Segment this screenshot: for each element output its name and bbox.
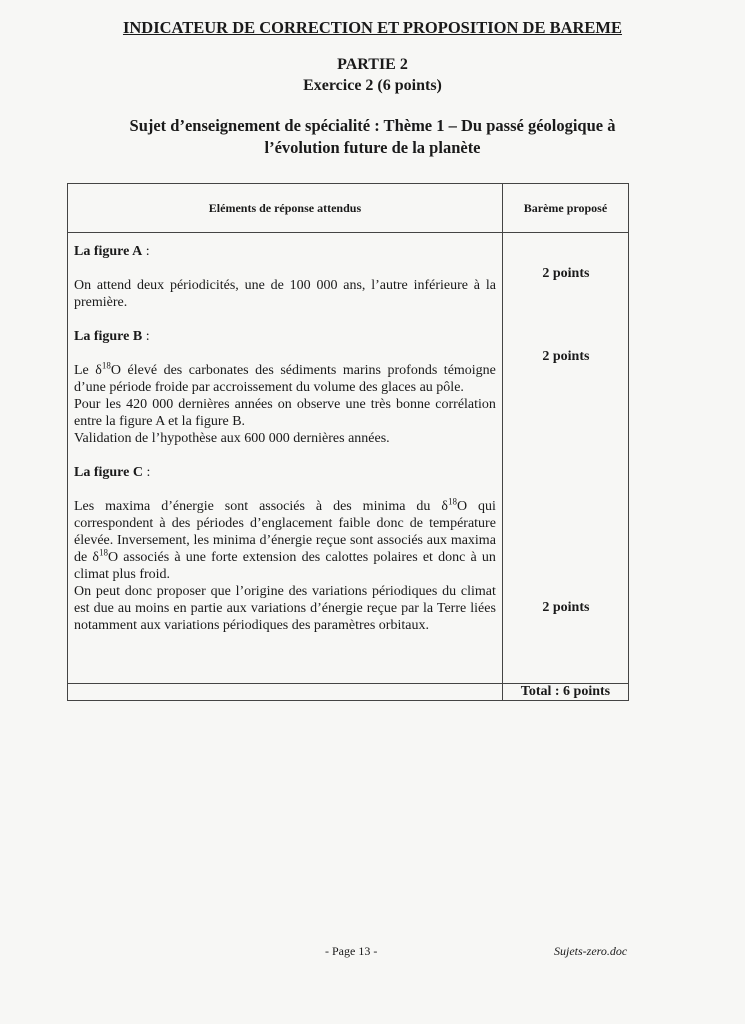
figure-a-text: On attend deux périodicités, une de 100 000 ans, l’autre inférieure à la première. <box>74 278 496 310</box>
document-title-text: INDICATEUR DE CORRECTION ET PROPOSITION DE BAREME <box>122 18 623 37</box>
text: Les maxima d’énergie sont associés à des minima du δ <box>74 499 448 514</box>
grading-table <box>67 183 629 701</box>
figure-b-title: La figure B <box>74 329 143 344</box>
subject-line-2: l’évolution future de la planète <box>264 138 481 157</box>
bareme-cell <box>502 233 628 684</box>
figure-c-points: 2 points <box>542 600 590 615</box>
empty-cell <box>68 684 503 701</box>
answer-elements-cell <box>68 233 503 684</box>
colon: : <box>142 244 150 259</box>
total-row <box>68 684 629 701</box>
figure-a-points: 2 points <box>542 266 590 281</box>
superscript: 18 <box>447 496 457 507</box>
text: O qui correspondent à des périodes d’englacement faible donc de température élevée. Inversement, les minima d’énergie reçue sont associés aux maxima de δ <box>74 499 496 565</box>
exercice-label: Exercice 2 (6 points) <box>303 77 442 94</box>
subject-line-1: Sujet d’enseignement de spécialité : Thème 1 – Du passé géologique à <box>129 116 616 135</box>
table-row <box>68 233 629 684</box>
colon: : <box>142 465 151 480</box>
column-header-bareme: Barème proposé <box>502 184 628 233</box>
figure-b-text-3: Validation de l’hypothèse aux 600 000 dernières années. <box>74 431 390 446</box>
document-filename: Sujets-zero.doc <box>554 944 628 958</box>
table-header-row <box>68 184 629 233</box>
figure-c-text-1 <box>74 498 496 583</box>
text: Le δ <box>74 363 102 378</box>
figure-c-text-2: On peut donc proposer que l’origine des variations périodiques du climat est due au moins en partie aux variations d’énergie reçue par la Terre liées notamment aux variations périodiques des paramètres orbitaux. <box>74 584 496 633</box>
colon: : <box>142 329 150 344</box>
section-heading <box>0 54 745 96</box>
text: O associés à une forte extension des calottes polaires et donc à un climat plus froid. <box>74 550 496 582</box>
figure-a-heading <box>74 243 496 260</box>
figure-b-points: 2 points <box>542 349 590 364</box>
figure-c-title: La figure C <box>74 465 143 480</box>
figure-a-title: La figure A <box>74 244 143 259</box>
superscript: 18 <box>101 360 111 371</box>
figure-c-heading <box>74 464 496 481</box>
figure-b-text-1 <box>74 362 496 396</box>
subject-heading <box>0 115 745 159</box>
superscript: 18 <box>99 547 108 558</box>
figure-b-heading <box>74 328 496 345</box>
document-title <box>0 18 745 38</box>
partie-label: PARTIE 2 <box>337 56 408 73</box>
total-points: Total : 6 points <box>502 684 628 701</box>
page-number: - Page 13 - <box>325 944 378 958</box>
text: O élevé des carbonates des sédiments marins profonds témoigne d’une période froide par accroissement du volume des glaces au pôle. <box>74 363 496 395</box>
figure-b-text-2: Pour les 420 000 dernières années on observe une très bonne corrélation entre la figure A et la figure B. <box>74 397 496 429</box>
column-header-elements: Eléments de réponse attendus <box>68 184 503 233</box>
